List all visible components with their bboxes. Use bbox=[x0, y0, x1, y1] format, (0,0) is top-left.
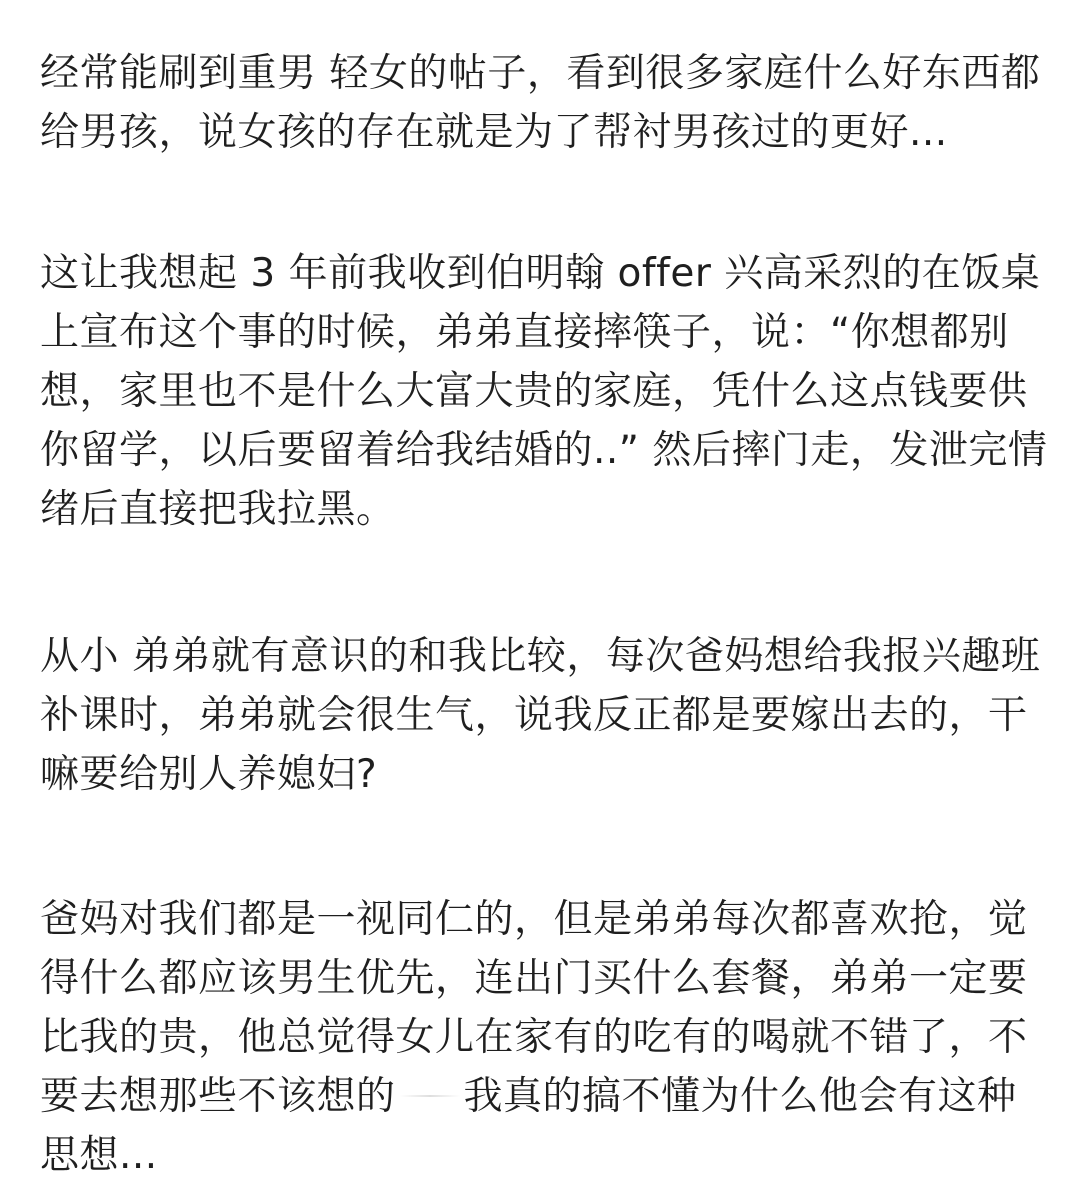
paragraph-4 bbox=[40, 890, 1050, 1185]
paragraph-2: 这让我想起 3 年前我收到伯明翰 offer 兴高采烈的在饭桌上宣布这个事的时候，弟弟直接摔筷子，说：“你想都别想，家里也不是什么大富大贵的家庭，凭什么这点钱要供你留学，以后要留着给我结婚的..” 然后摔门走，发泄完情绪后直接把我拉黑。 bbox=[40, 251, 1048, 532]
paragraph-3: 从小 弟弟就有意识的和我比较，每次爸妈想给我报兴趣班补课时，弟弟就会很生气，说我反正都是要嫁出去的，干嘛要给别人养媳妇? bbox=[40, 634, 1041, 797]
paragraph-1: 经常能刷到重男 轻女的帖子，看到很多家庭什么好东西都给男孩，说女孩的存在就是为了帮衬男孩过的更好... bbox=[40, 51, 1041, 155]
fade-dash-separator bbox=[400, 1095, 460, 1097]
paragraph-4-part-1: 爸妈对我们都是一视同仁的，但是弟弟每次都喜欢抢，觉得什么都应该男生优先，连出门买什么套餐，弟弟一定要比我的贵，他总觉得女儿在家有的吃有的喝就不错了，不要去想那些不该想的 bbox=[40, 897, 1028, 1119]
paragraph-4-part-2: 我真的搞不懂为什么他会有这种思想... bbox=[40, 1074, 1017, 1178]
